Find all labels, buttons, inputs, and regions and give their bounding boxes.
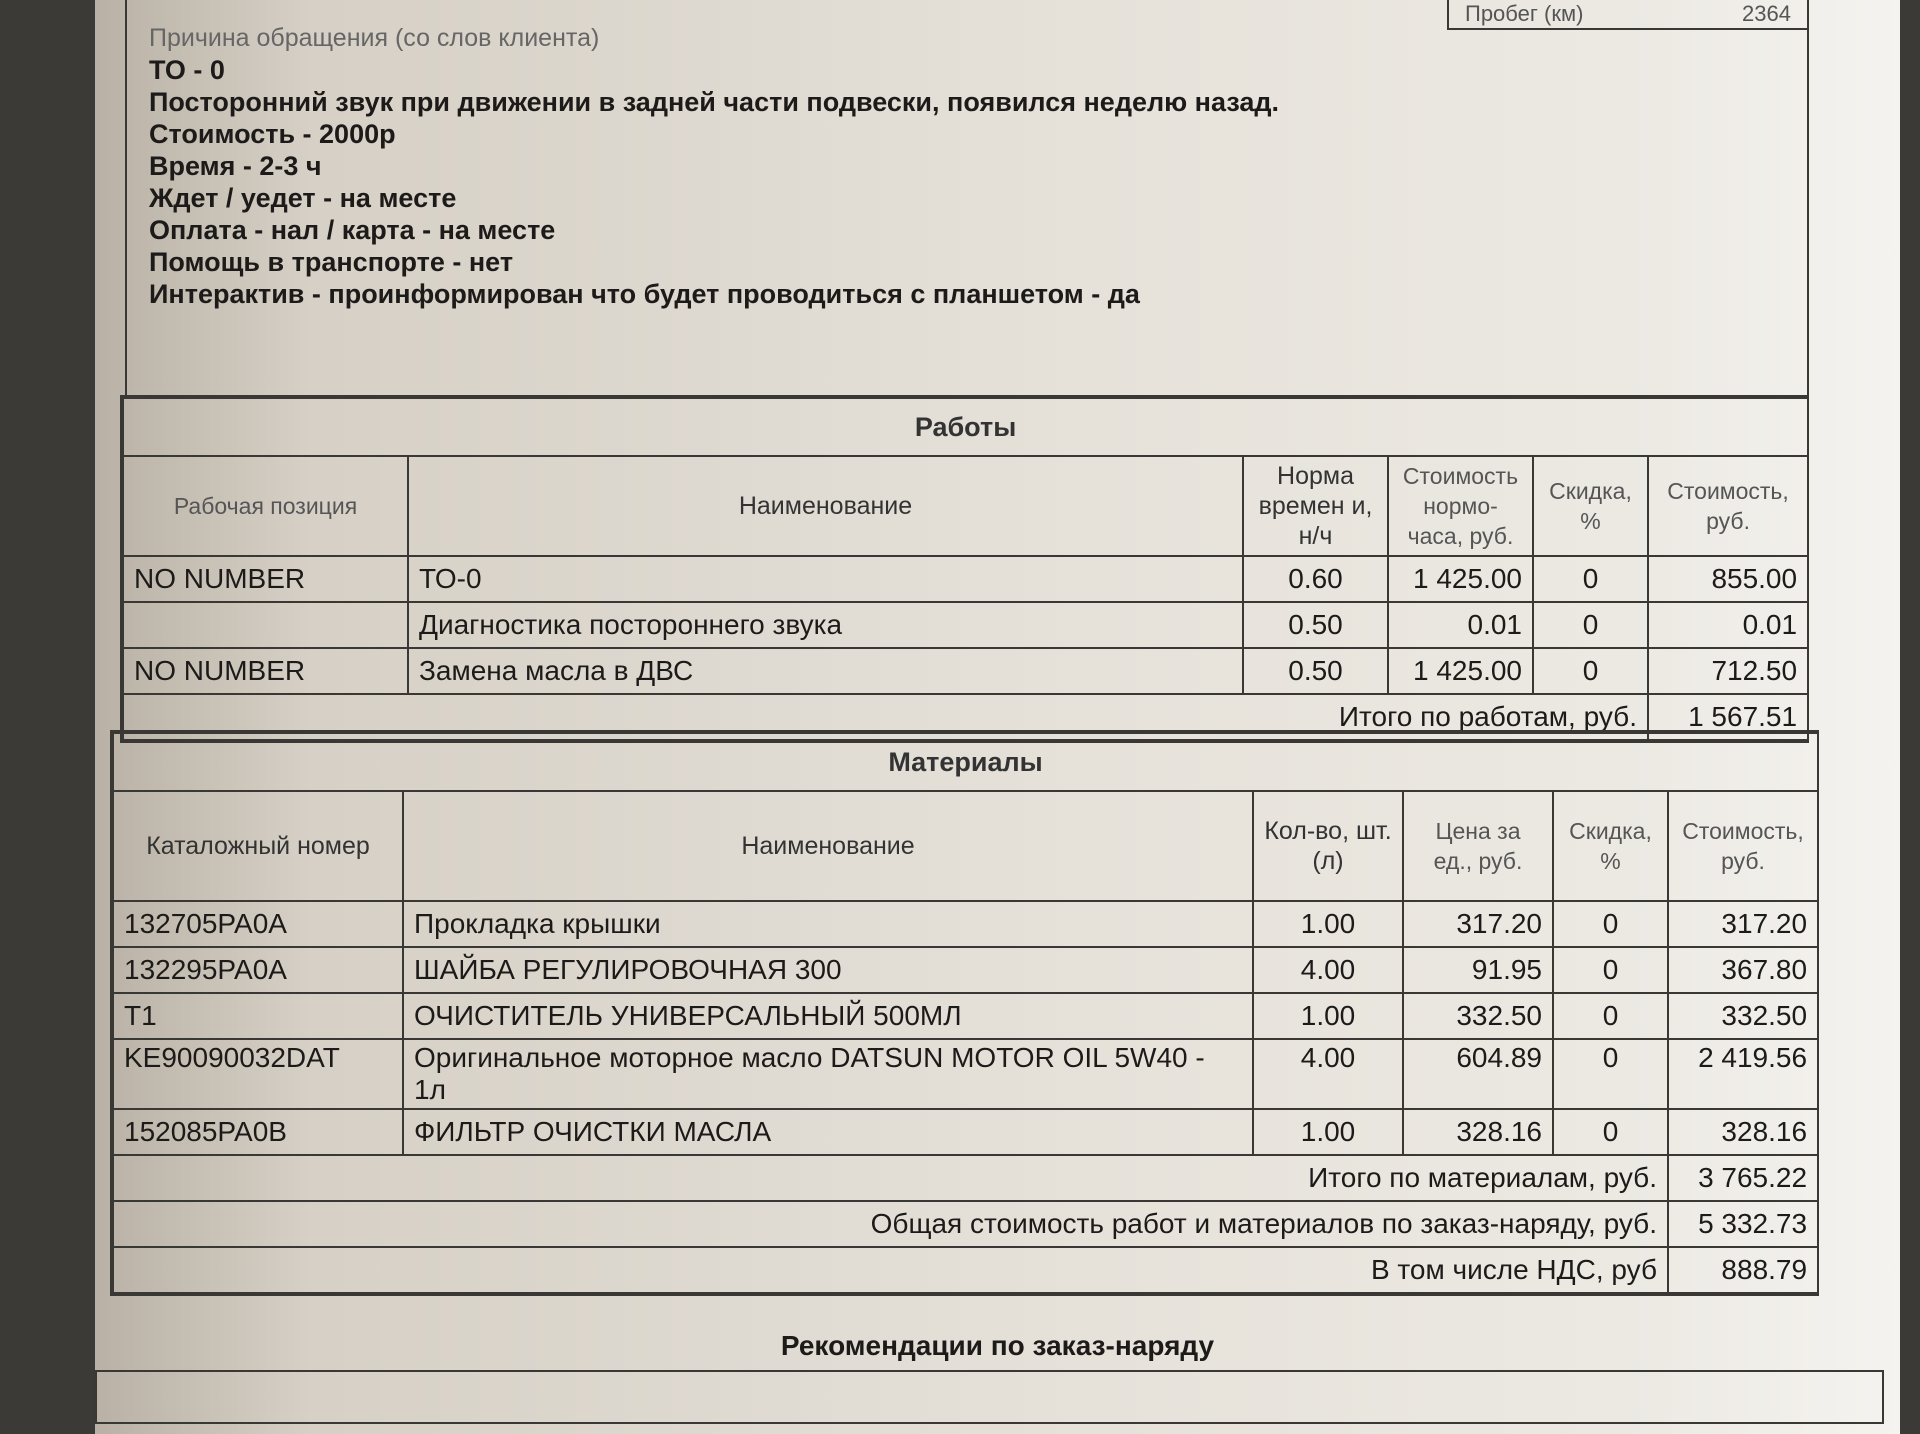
reason-line: Стоимость - 2000р [149, 119, 396, 149]
mileage-cell [1447, 0, 1807, 30]
mileage-label: Пробег (км) [1465, 1, 1584, 26]
cell-name: Замена масла в ДВС [408, 648, 1243, 694]
reason-line: Интерактив - проинформирован что будет проводиться с планшетом - да [149, 279, 1140, 309]
cell-cost: 2 419.56 [1668, 1039, 1818, 1109]
table-row [123, 602, 1808, 648]
total-label: В том числе НДС, руб [113, 1247, 1668, 1293]
cell-price: 317.20 [1403, 901, 1553, 947]
cell-discount: 0 [1553, 901, 1668, 947]
cell-catalog: T1 [113, 993, 403, 1039]
cell-qty: 4.00 [1253, 947, 1403, 993]
cell-cost: 712.50 [1648, 648, 1808, 694]
cell-norm: 0.60 [1243, 556, 1388, 602]
reason-line: Посторонний звук при движении в задней части подвески, появился неделю назад. [149, 87, 1280, 117]
reason-line: Оплата - нал / карта - на месте [149, 215, 556, 245]
document-page [95, 0, 1900, 1434]
cell-discount: 0 [1553, 993, 1668, 1039]
mileage-value: 2364 [1742, 1, 1791, 26]
materials-table [112, 732, 1819, 1294]
total-value: 3 765.22 [1668, 1155, 1818, 1201]
recommendations-box [95, 1370, 1884, 1424]
table-row [113, 1109, 1818, 1155]
reason-section [125, 0, 1809, 397]
cell-norm: 0.50 [1243, 648, 1388, 694]
materials-section [110, 730, 1819, 1296]
cell-name: Прокладка крышки [403, 901, 1253, 947]
col-header: Стоимость нормо-часа, руб. [1388, 456, 1533, 556]
col-header: Стоимость, руб. [1648, 456, 1808, 556]
total-label: Итого по материалам, руб. [113, 1155, 1668, 1201]
materials-total-row [113, 1155, 1818, 1201]
cell-position: NO NUMBER [123, 556, 408, 602]
cell-catalog: 152085PA0B [113, 1109, 403, 1155]
col-header: Рабочая позиция [123, 456, 408, 556]
cell-discount: 0 [1553, 947, 1668, 993]
cell-discount: 0 [1533, 556, 1648, 602]
cell-name: ФИЛЬТР ОЧИСТКИ МАСЛА [403, 1109, 1253, 1155]
reason-line: Ждет / уедет - на месте [149, 183, 457, 213]
cell-discount: 0 [1553, 1109, 1668, 1155]
cell-cost: 332.50 [1668, 993, 1818, 1039]
grand-total-row [113, 1201, 1818, 1247]
table-row [113, 993, 1818, 1039]
total-value: 5 332.73 [1668, 1201, 1818, 1247]
cell-name: Диагностика постороннего звука [408, 602, 1243, 648]
col-header: Наименование [403, 791, 1253, 901]
reason-text [149, 22, 1279, 310]
table-row [113, 901, 1818, 947]
col-header: Скидка, % [1553, 791, 1668, 901]
cell-name: ОЧИСТИТЕЛЬ УНИВЕРСАЛЬНЫЙ 500МЛ [403, 993, 1253, 1039]
table-row [123, 556, 1808, 602]
cell-catalog: 132705PA0A [113, 901, 403, 947]
cell-qty: 1.00 [1253, 993, 1403, 1039]
recommendations-title: Рекомендации по заказ-наряду [780, 1330, 1215, 1361]
col-header: Стоимость, руб. [1668, 791, 1818, 901]
reason-line: ТО - 0 [149, 55, 225, 85]
cell-position [123, 602, 408, 648]
works-table [122, 397, 1809, 741]
reason-line: Время - 2-3 ч [149, 151, 322, 181]
cell-cost: 855.00 [1648, 556, 1808, 602]
cell-qty: 1.00 [1253, 901, 1403, 947]
total-label: Общая стоимость работ и материалов по заказ-наряду, руб. [113, 1201, 1668, 1247]
cell-discount: 0 [1533, 648, 1648, 694]
cell-price: 328.16 [1403, 1109, 1553, 1155]
cell-discount: 0 [1553, 1039, 1668, 1109]
works-total-value: 1 567.51 [1648, 694, 1808, 740]
cell-name: ШАЙБА РЕГУЛИРОВОЧНАЯ 300 [403, 947, 1253, 993]
col-header: Наименование [408, 456, 1243, 556]
col-header: Каталожный номер [113, 791, 403, 901]
cell-name: ТО-0 [408, 556, 1243, 602]
table-row [113, 947, 1818, 993]
works-total-label: Итого по работам, руб. [123, 694, 1648, 740]
works-section [120, 395, 1809, 743]
cell-cost: 328.16 [1668, 1109, 1818, 1155]
materials-title: Материалы [113, 733, 1818, 791]
cell-norm: 0.50 [1243, 602, 1388, 648]
cell-rate: 0.01 [1388, 602, 1533, 648]
cell-cost: 0.01 [1648, 602, 1808, 648]
cell-name: Оригинальное моторное масло DATSUN MOTOR OIL 5W40 - 1л [403, 1039, 1253, 1109]
cell-qty: 1.00 [1253, 1109, 1403, 1155]
cell-qty: 4.00 [1253, 1039, 1403, 1109]
cell-rate: 1 425.00 [1388, 648, 1533, 694]
cell-price: 604.89 [1403, 1039, 1553, 1109]
cell-price: 332.50 [1403, 993, 1553, 1039]
reason-title: Причина обращения (со слов клиента) [149, 24, 600, 52]
cell-cost: 317.20 [1668, 901, 1818, 947]
reason-line: Помощь в транспорте - нет [149, 247, 514, 277]
total-value: 888.79 [1668, 1247, 1818, 1293]
cell-price: 91.95 [1403, 947, 1553, 993]
cell-cost: 367.80 [1668, 947, 1818, 993]
col-header: Скидка, % [1533, 456, 1648, 556]
col-header: Норма времен и, н/ч [1243, 456, 1388, 556]
col-header: Кол-во, шт. (л) [1253, 791, 1403, 901]
cell-rate: 1 425.00 [1388, 556, 1533, 602]
cell-position: NO NUMBER [123, 648, 408, 694]
works-title: Работы [123, 398, 1808, 456]
table-row [123, 648, 1808, 694]
vat-row [113, 1247, 1818, 1293]
cell-catalog: 132295PA0A [113, 947, 403, 993]
col-header: Цена за ед., руб. [1403, 791, 1553, 901]
table-row [113, 1039, 1818, 1109]
cell-discount: 0 [1533, 602, 1648, 648]
cell-catalog: KE90090032DAT [113, 1039, 403, 1109]
